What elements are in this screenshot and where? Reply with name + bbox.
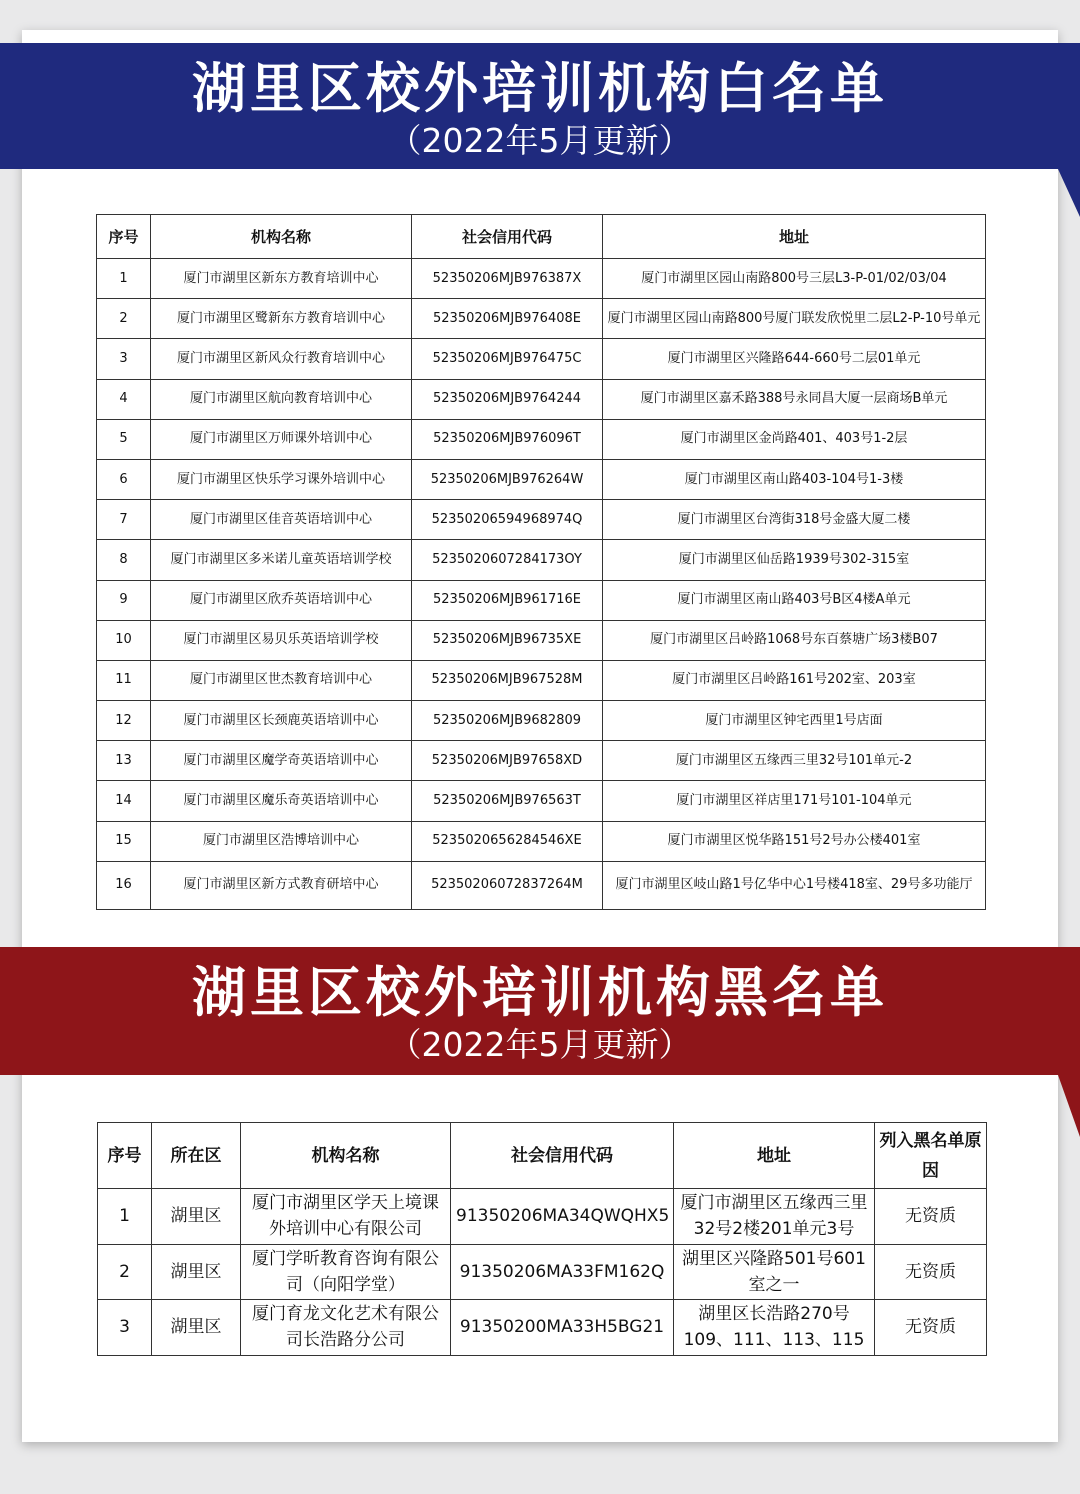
table-row (98, 1300, 987, 1356)
header-index: 序号 (97, 215, 151, 259)
table-row (97, 741, 986, 781)
cell-address: 厦门市湖里区五缘西三里32号101单元-2 (603, 741, 986, 781)
cell-address: 厦门市湖里区嘉禾路388号永同昌大厦一层商场B单元 (603, 379, 986, 419)
table-row (97, 861, 986, 909)
cell-index: 3 (97, 339, 151, 379)
cell-credit-code: 91350206MA33FM162Q (451, 1244, 674, 1300)
cell-address: 厦门市湖里区南山路403-104号1-3楼 (603, 459, 986, 499)
white-table-header-row (97, 215, 986, 259)
cell-credit-code: 52350206MJB976264W (412, 459, 603, 499)
cell-credit-code: 52350206072837264M (412, 861, 603, 909)
blue-ribbon-fold (1058, 169, 1080, 217)
cell-address: 厦门市湖里区祥店里171号101-104单元 (603, 781, 986, 821)
cell-address: 厦门市湖里区吕岭路1068号东百蔡塘广场3楼B07 (603, 620, 986, 660)
cell-address: 厦门市湖里区仙岳路1939号302-315室 (603, 540, 986, 580)
cell-name: 厦门市湖里区新风众行教育培训中心 (151, 339, 412, 379)
table-row (97, 259, 986, 299)
cell-name: 厦门市湖里区易贝乐英语培训学校 (151, 620, 412, 660)
cell-index: 15 (97, 821, 151, 861)
cell-address: 厦门市湖里区岐山路1号亿华中心1号楼418室、29号多功能厅 (603, 861, 986, 909)
table-row (97, 500, 986, 540)
cell-index: 2 (98, 1244, 152, 1300)
cell-index: 2 (97, 299, 151, 339)
cell-name: 厦门市湖里区浩博培训中心 (151, 821, 412, 861)
table-row (97, 660, 986, 700)
header-credit-code: 社会信用代码 (451, 1123, 674, 1189)
cell-index: 1 (97, 259, 151, 299)
table-row (97, 781, 986, 821)
cell-address: 湖里区兴隆路501号601室之一 (674, 1244, 875, 1300)
cell-address: 厦门市湖里区钟宅西里1号店面 (603, 701, 986, 741)
header-address: 地址 (603, 215, 986, 259)
cell-name: 厦门市湖里区鹭新东方教育培训中心 (151, 299, 412, 339)
cell-credit-code: 52350206MJB96735XE (412, 620, 603, 660)
cell-address: 厦门市湖里区台湾街318号金盛大厦二楼 (603, 500, 986, 540)
black-list-title: 湖里区校外培训机构黑名单 (192, 961, 888, 1024)
cell-credit-code: 91350200MA33H5BG21 (451, 1300, 674, 1356)
cell-credit-code: 52350206594968974Q (412, 500, 603, 540)
cell-index: 16 (97, 861, 151, 909)
white-list-table (96, 214, 986, 910)
cell-index: 10 (97, 620, 151, 660)
cell-name: 厦门市湖里区新东方教育培训中心 (151, 259, 412, 299)
cell-credit-code: 52350206MJB976475C (412, 339, 603, 379)
cell-address: 厦门市湖里区悦华路151号2号办公楼401室 (603, 821, 986, 861)
header-name: 机构名称 (151, 215, 412, 259)
black-list-banner (0, 947, 1080, 1075)
cell-credit-code: 52350206MJB9682809 (412, 701, 603, 741)
cell-index: 7 (97, 500, 151, 540)
cell-name: 厦门市湖里区魔学奇英语培训中心 (151, 741, 412, 781)
cell-index: 9 (97, 580, 151, 620)
header-district: 所在区 (152, 1123, 241, 1189)
cell-address: 厦门市湖里区吕岭路161号202室、203室 (603, 660, 986, 700)
cell-reason: 无资质 (875, 1189, 987, 1245)
cell-index: 3 (98, 1300, 152, 1356)
cell-reason: 无资质 (875, 1244, 987, 1300)
header-index: 序号 (98, 1123, 152, 1189)
cell-index: 13 (97, 741, 151, 781)
table-row (97, 299, 986, 339)
cell-credit-code: 5235020607284173OY (412, 540, 603, 580)
table-row (98, 1244, 987, 1300)
table-row (97, 459, 986, 499)
header-name: 机构名称 (241, 1123, 451, 1189)
cell-index: 8 (97, 540, 151, 580)
cell-credit-code: 52350206MJB9764244 (412, 379, 603, 419)
black-list-subtitle: （2022年5月更新） (388, 1025, 692, 1064)
header-credit-code: 社会信用代码 (412, 215, 603, 259)
cell-index: 5 (97, 419, 151, 459)
cell-credit-code: 91350206MA34QWQHX5 (451, 1189, 674, 1245)
cell-name: 厦门市湖里区长颈鹿英语培训中心 (151, 701, 412, 741)
black-table-header-row (98, 1123, 987, 1189)
cell-credit-code: 52350206MJB97658XD (412, 741, 603, 781)
cell-index: 4 (97, 379, 151, 419)
table-row (97, 701, 986, 741)
table-row (97, 540, 986, 580)
table-row (97, 379, 986, 419)
cell-address: 厦门市湖里区南山路403号B区4楼A单元 (603, 580, 986, 620)
cell-index: 14 (97, 781, 151, 821)
red-ribbon-fold (1058, 1075, 1080, 1137)
cell-name: 厦门育龙文化艺术有限公司长浩路分公司 (241, 1300, 451, 1356)
cell-name: 厦门市湖里区学天上境课外培训中心有限公司 (241, 1189, 451, 1245)
cell-reason: 无资质 (875, 1300, 987, 1356)
cell-index: 6 (97, 459, 151, 499)
cell-name: 厦门市湖里区万师课外培训中心 (151, 419, 412, 459)
black-list-table (97, 1122, 987, 1356)
cell-name: 厦门市湖里区佳音英语培训中心 (151, 500, 412, 540)
cell-name: 厦门市湖里区魔乐奇英语培训中心 (151, 781, 412, 821)
cell-credit-code: 52350206MJB976563T (412, 781, 603, 821)
cell-credit-code: 52350206MJB976387X (412, 259, 603, 299)
white-list-subtitle: （2022年5月更新） (388, 121, 692, 160)
white-list-title: 湖里区校外培训机构白名单 (192, 57, 888, 120)
cell-district: 湖里区 (152, 1189, 241, 1245)
cell-name: 厦门市湖里区多米诺儿童英语培训学校 (151, 540, 412, 580)
cell-address: 湖里区长浩路270号109、111、113、115 (674, 1300, 875, 1356)
white-list-banner (0, 43, 1080, 169)
cell-name: 厦门市湖里区航向教育培训中心 (151, 379, 412, 419)
table-row (97, 821, 986, 861)
cell-name: 厦门市湖里区快乐学习课外培训中心 (151, 459, 412, 499)
cell-name: 厦门市湖里区新方式教育研培中心 (151, 861, 412, 909)
cell-credit-code: 52350206MJB967528M (412, 660, 603, 700)
cell-address: 厦门市湖里区金尚路401、403号1-2层 (603, 419, 986, 459)
table-row (98, 1189, 987, 1245)
header-address: 地址 (674, 1123, 875, 1189)
table-row (97, 339, 986, 379)
cell-index: 11 (97, 660, 151, 700)
table-row (97, 620, 986, 660)
cell-district: 湖里区 (152, 1244, 241, 1300)
cell-address: 厦门市湖里区兴隆路644-660号二层01单元 (603, 339, 986, 379)
cell-credit-code: 52350206MJB976408E (412, 299, 603, 339)
cell-address: 厦门市湖里区园山南路800号厦门联发欣悦里二层L2-P-10号单元 (603, 299, 986, 339)
cell-credit-code: 52350206MJB976096T (412, 419, 603, 459)
cell-address: 厦门市湖里区五缘西三里32号2楼201单元3号 (674, 1189, 875, 1245)
cell-index: 1 (98, 1189, 152, 1245)
cell-credit-code: 52350206MJB961716E (412, 580, 603, 620)
cell-name: 厦门市湖里区欣乔英语培训中心 (151, 580, 412, 620)
cell-index: 12 (97, 701, 151, 741)
table-row (97, 580, 986, 620)
cell-name: 厦门学昕教育咨询有限公司（向阳学堂） (241, 1244, 451, 1300)
cell-credit-code: 5235020656284546XE (412, 821, 603, 861)
header-reason: 列入黑名单原因 (875, 1123, 987, 1189)
cell-name: 厦门市湖里区世杰教育培训中心 (151, 660, 412, 700)
cell-address: 厦门市湖里区园山南路800号三层L3-P-01/02/03/04 (603, 259, 986, 299)
cell-district: 湖里区 (152, 1300, 241, 1356)
table-row (97, 419, 986, 459)
